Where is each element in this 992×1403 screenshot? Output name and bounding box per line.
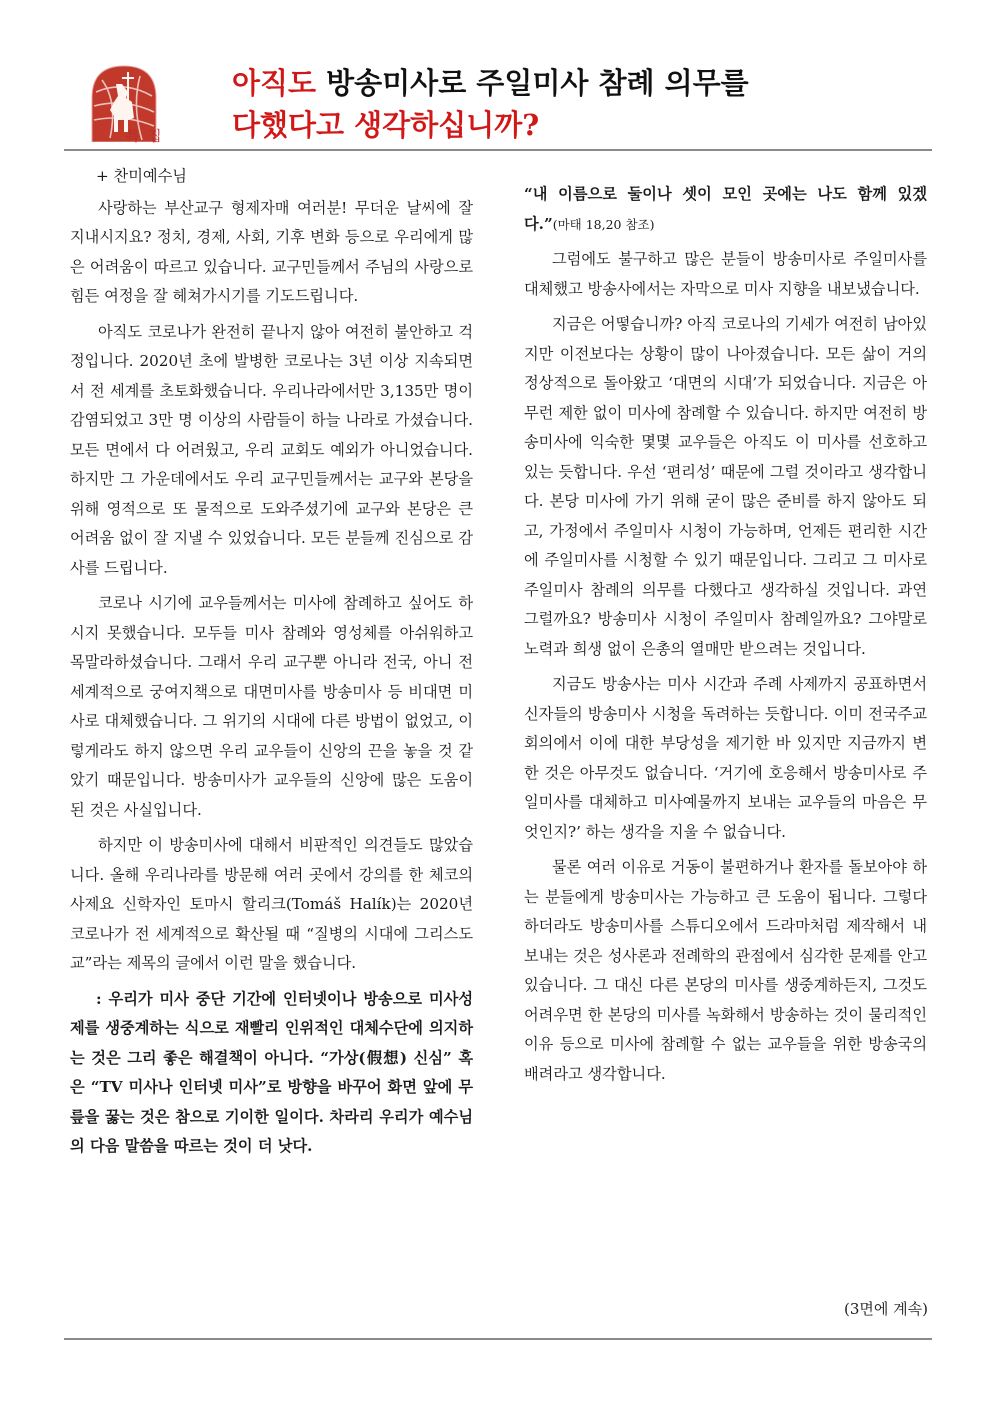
body-paragraph: 지금은 어떻습니까? 아직 코로나의 기세가 여전히 남아있지만 이전보다는 상황이 많이 나아졌습니다. 모든 삶이 거의 정상적으로 돌아왔고 ‘대면의 시대’가 되었습니다. 지금은 아무런 제한 없이 미사에 참례할 수 있습니다. 하지만 여전히 방송미사에 익숙한 몇몇 교우들은 아직도 이 미사를 선호하고 있는 듯합니다. 우선 ‘편리성’ 때문에 그럴 것이라고 생각합니다. 본당 미사에 가기 위해 굳이 많은 준비를 하지 않아도 되고, 가정에서 주일미사 시청이 가능하며, 언제든 편리한 시간에 주일미사를 시청할 수 있기 때문입니다. 그리고 그 미사로 주일미사 참례의 의무를 다했다고 생각하실 것입니다. 과연 그럴까요? 방송미사 시청이 주일미사 참례일까요? 그야말로 노력과 희생 없이 은총의 열매만 받으려는 것입니다. xyxy=(524,315,927,658)
greeting-text: + 찬미예수님 xyxy=(96,167,187,185)
scripture-reference: (마태 18,20 참조) xyxy=(552,216,655,232)
scripture-quote xyxy=(524,180,927,239)
body-paragraph: 그럼에도 불구하고 많은 분들이 방송미사로 주일미사를 대체했고 방송사에서는 자막으로 미사 지향을 내보냈습니다. xyxy=(524,250,927,298)
left-column xyxy=(70,162,473,1168)
title-line-1 xyxy=(232,62,932,104)
right-column xyxy=(524,180,927,1095)
scripture-text: “내 이름으로 둘이나 셋이 모인 곳에는 나도 함께 있겠다.” xyxy=(524,185,927,233)
body-paragraph: 지금도 방송사는 미사 시간과 주례 사제까지 공표하면서 신자들의 방송미사 시청을 독려하는 듯합니다. 이미 전국주교회의에서 이에 대한 부당성을 제기한 바 있지만 지금까지 변한 것은 아무것도 없습니다. ‘거기에 호응해서 방송미사로 주일미사를 대체하고 미사예물까지 보내는 교우들의 마음은 무엇인지?’ 하는 생각을 지울 수 없습니다. xyxy=(524,675,927,841)
body-paragraph: 코로나 시기에 교우들께서는 미사에 참례하고 싶어도 하시지 못했습니다. 모두들 미사 참례와 영성체를 아쉬워하고 목말라하셨습니다. 그래서 우리 교구뿐 아니라 전국, 아니 전 세계적으로 궁여지책으로 대면미사를 방송미사 등 비대면 미사로 대체했습니다. 그 위기의 시대에 다른 방법이 없었고, 이렇게라도 하지 않으면 우리 교우들이 신앙의 끈을 놓을 것 같았기 때문입니다. 방송미사가 교우들의 신앙에 많은 도움이 된 것은 사실입니다. xyxy=(70,594,473,819)
title-highlight: 아직도 xyxy=(232,66,317,100)
page-title xyxy=(232,62,932,146)
body-paragraph: 사랑하는 부산교구 형제자매 여러분! 무더운 날씨에 잘 지내시지요? 정치, 경제, 사회, 기후 변화 등으로 우리에게 많은 어려움이 따르고 있습니다. 교구민들께서 주님의 사랑으로 힘든 여정을 잘 헤쳐가시기를 기도드립니다. xyxy=(70,198,473,305)
body-paragraph: 아직도 코로나가 완전히 끝나지 않아 여전히 불안하고 걱정입니다. 2020년 초에 발병한 코로나는 3년 이상 지속되면서 전 세계를 초토화했습니다. 우리나라에서만 3,135만 명이 감염되었고 3만 명 이상의 사람들이 하늘 나라로 가셨습니다. 모든 면에서 다 어려웠고, 우리 교회도 예외가 아니었습니다. 하지만 그 가운데에서도 우리 교구민들께서는 교구와 본당을 위해 영적으로 또 물적으로 도와주셨기에 교구와 본당은 큰 어려움 없이 잘 지낼 수 있었습니다. 모든 분들께 진심으로 감사를 드립니다. xyxy=(70,322,473,577)
title-line-2: 다했다고 생각하십니까? xyxy=(232,108,540,142)
feature-badge-label: 특 집 xyxy=(126,129,164,145)
footer-divider xyxy=(64,1338,932,1340)
title-line-1-rest: 방송미사로 주일미사 참례 의무를 xyxy=(316,66,749,100)
continued-note: (3면에 계속) xyxy=(844,1300,928,1318)
halik-quote: : 우리가 미사 중단 기간에 인터넷이나 방송으로 미사성제를 생중계하는 식으로 재빨리 인위적인 대체수단에 의지하는 것은 그리 좋은 해결책이 아니다. “가상(假想) 신심” 혹은 “TV 미사나 인터넷 미사”로 방향을 바꾸어 화면 앞에 무릎을 꿇는 것은 참으로 기이한 일이다. 차라리 우리가 예수님의 다음 말씀을 따르는 것이 더 낫다. xyxy=(70,989,473,1155)
body-paragraph: 하지만 이 방송미사에 대해서 비판적인 의견들도 많았습니다. 올해 우리나라를 방문해 여러 곳에서 강의를 한 체코의 사제요 신학자인 토마시 할리크(Tomáš Halík)는 2020년 코로나가 전 세계적으로 확산될 때 “질병의 시대에 그리스도교”라는 제목의 글에서 이런 말을 했습니다. xyxy=(70,836,473,972)
body-paragraph: 물론 여러 이유로 거동이 불편하거나 환자를 돌보아야 하는 분들에게 방송미사는 가능하고 큰 도움이 됩니다. 그렇다 하더라도 방송미사를 스튜디오에서 드라마처럼 제작해서 내보내는 것은 성사론과 전례학의 관점에서 심각한 문제를 안고 있습니다. 그 대신 다른 본당의 미사를 생중계하든지, 그것도 어려우면 한 본당의 미사를 녹화해서 방송하는 것이 물리적인 이유 등으로 미사에 참례할 수 없는 교우들을 위한 방송국의 배려라고 생각합니다. xyxy=(524,858,927,1083)
header-divider xyxy=(64,149,932,151)
page-header xyxy=(68,50,932,150)
